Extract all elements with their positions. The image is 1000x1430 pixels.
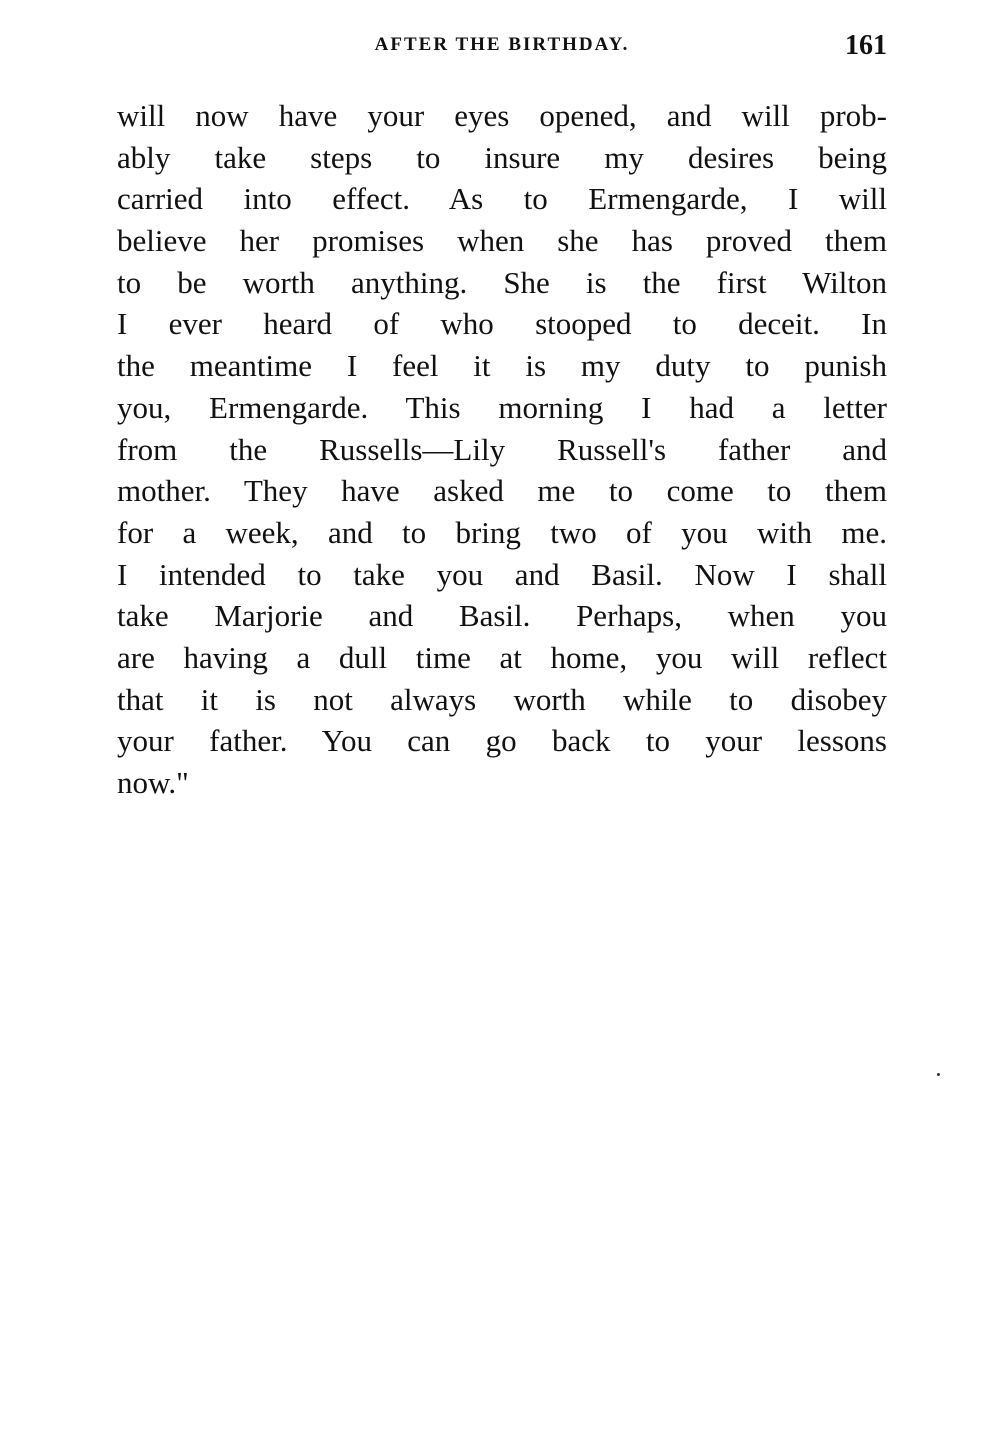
text-line: will now have your eyes opened, and will prob- [117, 98, 887, 133]
text-line: believe her promises when she has proved them [117, 223, 887, 259]
text-line: that it is not always worth while to disobey [117, 681, 887, 717]
text-line: I ever heard of who stooped to deceit. In [117, 306, 887, 342]
text-line: are having a dull time at home, you will reflect [117, 639, 887, 675]
running-title: AFTER THE BIRTHDAY. [374, 34, 630, 55]
text-line: for a week, and to bring two of you with me. [117, 514, 887, 550]
text-line: ably take steps to insure my desires being [117, 139, 887, 175]
body-text [117, 95, 887, 804]
text-line: from the Russells—Lily Russell's father and [117, 431, 887, 467]
text-line: take Marjorie and Basil. Perhaps, when you [117, 598, 887, 634]
text-line: the meantime I feel it is my duty to punish [117, 348, 887, 384]
text-line-last: now." [117, 765, 189, 800]
text-line: to be worth anything. She is the first Wilton [117, 264, 887, 300]
scan-speck [937, 1073, 940, 1076]
text-line: your father. You can go back to your lessons [117, 723, 887, 759]
page-number: 161 [845, 30, 887, 61]
text-line: carried into effect. As to Ermengarde, I will [117, 181, 887, 217]
text-line: you, Ermengarde. This morning I had a letter [117, 389, 887, 425]
running-head [117, 30, 887, 66]
text-line: I intended to take you and Basil. Now I shall [117, 556, 887, 592]
text-line: mother. They have asked me to come to them [117, 473, 887, 509]
